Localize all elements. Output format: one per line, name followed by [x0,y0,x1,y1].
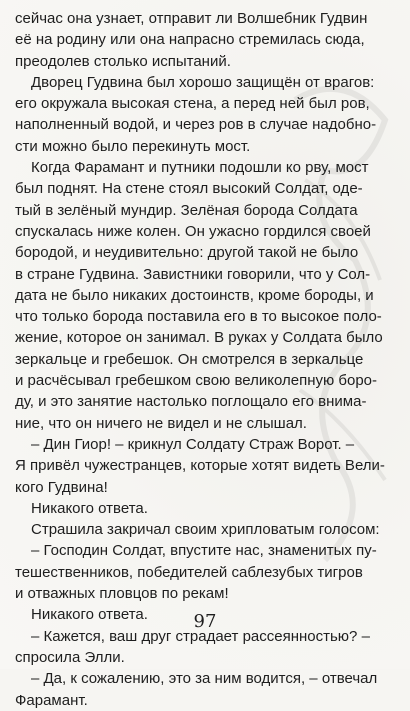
paragraph-7 [15,540,395,604]
page-number: 97 [193,611,217,632]
text-line: – Господин Солдат, впустите нас, знаменитых пу- [31,542,377,560]
text-line: – Дин Гиор! – крикнул Солдату Страж Ворот. – [31,435,355,453]
text-line: ду, и это занятие настолько поглощало его внима- [15,393,367,411]
text-line: Никакого ответа. [31,499,148,517]
paragraph-5 [15,498,395,519]
text-line: дата не было никаких достоинств, кроме бороды, и [15,286,374,304]
text-line: и отважных пловцов по рекам! [15,585,229,603]
text-line: – Кажется, ваш друг страдает рассеянностью? – [31,627,370,645]
text-line: тешественников, победителей саблезубых тигров [15,563,363,581]
text-line: Я привёл чужестранцев, которые хотят видеть Вели- [15,457,385,475]
text-line: сти можно было перекинуть мост. [15,137,251,155]
text-line: бородой, и неудивительно: другой такой не было [15,244,359,262]
text-line: преодолев столько испытаний. [15,52,231,70]
text-line: зеркальце и гребешок. Он смотрелся в зеркальце [15,350,364,368]
text-line: был поднят. На стене стоял высокий Солдат, оде- [15,180,363,198]
text-line: его окружала высокая стена, а перед ней был ров, [15,95,370,113]
text-line: кого Гудвина! [15,478,108,496]
text-line: что только борода поставила его в то высокое поло- [15,308,382,326]
text-line: ние, что он ничего не видел и не слышал. [15,414,307,432]
text-line: – Да, к сожалению, это за ним водится, – отвечал [31,670,378,688]
text-line: спросила Элли. [15,648,125,666]
paragraph-10 [15,668,395,711]
text-line: Никакого ответа. [31,606,148,624]
text-line: в стране Гудвина. Завистники говорили, что у Сол- [15,265,371,283]
text-line: её на родину или она напрасно стремилась сюда, [15,31,365,49]
paragraph-4 [15,434,395,498]
text-line: жение, которое он занимал. В руках у Солдата было [15,329,383,347]
paragraph-1 [15,8,395,72]
text-line: наполненный водой, и через ров в случае надобно- [15,116,377,134]
text-line: Когда Фарамант и путники подошли ко рву, мост [31,159,369,177]
text-line: тый в зелёный мундир. Зелёная борода Солдата [15,201,358,219]
text-line: сейчас она узнает, отправит ли Волшебник Гудвин [15,10,368,27]
page-text [15,8,395,711]
paragraph-6 [15,519,395,540]
text-line: Дворец Гудвина был хорошо защищён от врагов: [31,73,375,91]
paragraph-2 [15,72,395,157]
text-line: Фарамант. [15,691,88,709]
text-line: Страшила закричал своим хрипловатым голосом: [31,521,380,539]
paragraph-3 [15,157,395,434]
text-line: спускалась ниже колен. Он ужасно гордился своей [15,222,371,240]
text-line: и расчёсывал гребешком свою великолепную боро- [15,372,378,390]
